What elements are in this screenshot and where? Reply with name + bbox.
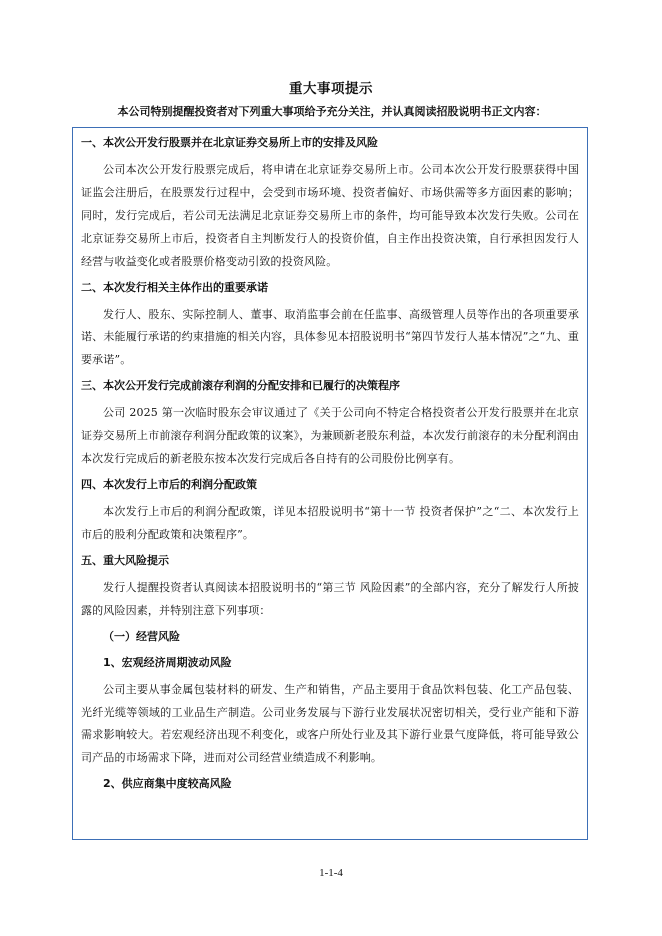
section-paragraph-5: 发行人提醒投资者认真阅读本招股说明书的“第三节 风险因素”的全部内容，充分了解发行人所披露的风险因素，并特别注意下列事项： xyxy=(81,580,579,617)
risk-item-heading-1: 1、宏观经济周期波动风险 xyxy=(103,655,232,669)
section-heading-1: 一、本次公开发行股票并在北京证券交易所上市的安排及风险 xyxy=(81,136,378,149)
risk-item-heading-2: 2、供应商集中度较高风险 xyxy=(103,777,232,791)
page-number: 1-1-4 xyxy=(319,867,343,879)
intro-notice: 本公司特别提醒投资者对下列重大事项给予充分关注，并认真阅读招股说明书正文内容： xyxy=(117,105,547,118)
section-paragraph-3: 公司 2025 第一次临时股东会审议通过了《关于公司向不特定合格投资者公开发行股票并在北京证券交易所上市前滚存利润分配政策的议案》，为兼顾新老股东利益，本次发行前滚存的未分配利润由本次发行完成后的新老股东按本次发行完成后各自持有的公司股份比例享有。 xyxy=(81,406,579,466)
content-box xyxy=(72,127,588,840)
section-paragraph-2: 发行人、股东、实际控制人、董事、取消监事会前在任监事、高级管理人员等作出的各项重要承诺、未能履行承诺的约束措施的相关内容，具体参见本招股说明书“第四节发行人基本情况”之“九、重要承诺”。 xyxy=(81,307,579,367)
section-heading-4: 四、本次发行上市后的利润分配政策 xyxy=(81,477,257,491)
page-title: 重大事项提示 xyxy=(289,81,373,97)
section-paragraph-4: 本次发行上市后的利润分配政策，详见本招股说明书“第十一节 投资者保护”之“二、本次发行上市后的股利分配政策和决策程序”。 xyxy=(81,504,579,541)
risk-item-paragraph-1: 公司主要从事金属包装材料的研发、生产和销售，产品主要用于食品饮料包装、化工产品包装、光纤光缆等领域的工业品生产制造。公司业务发展与下游行业发展状况密切相关，受行业产能和下游需求影响较大。若宏观经济出现不利变化，或客户所处行业及其下游行业景气度降低，将可能导致公司产品的市场需求下降，进而对公司经营业绩造成不利影响。 xyxy=(81,682,579,765)
section-heading-2: 二、本次发行相关主体作出的重要承诺 xyxy=(81,280,268,294)
section-paragraph-1: 公司本次公开发行股票完成后，将申请在北京证券交易所上市。公司本次公开发行股票获得中国证监会注册后，在股票发行过程中，会受到市场环境、投资者偏好、市场供需等多方面因素的影响；同时，发行完成后，若公司无法满足北京证券交易所上市的条件，均可能导致本次发行失败。公司在北京证券交易所上市后，投资者自主判断发行人的投资价值，自主作出投资决策，自行承担因发行人经营与收益变化或者股票价格变动引致的投资风险。 xyxy=(81,163,579,268)
risk-subheading-operating: （一）经营风险 xyxy=(103,629,180,643)
section-heading-3: 三、本次公开发行完成前滚存利润的分配安排和已履行的决策程序 xyxy=(81,379,400,393)
section-heading-5: 五、重大风险提示 xyxy=(81,553,169,567)
content-box-inner xyxy=(81,135,579,796)
